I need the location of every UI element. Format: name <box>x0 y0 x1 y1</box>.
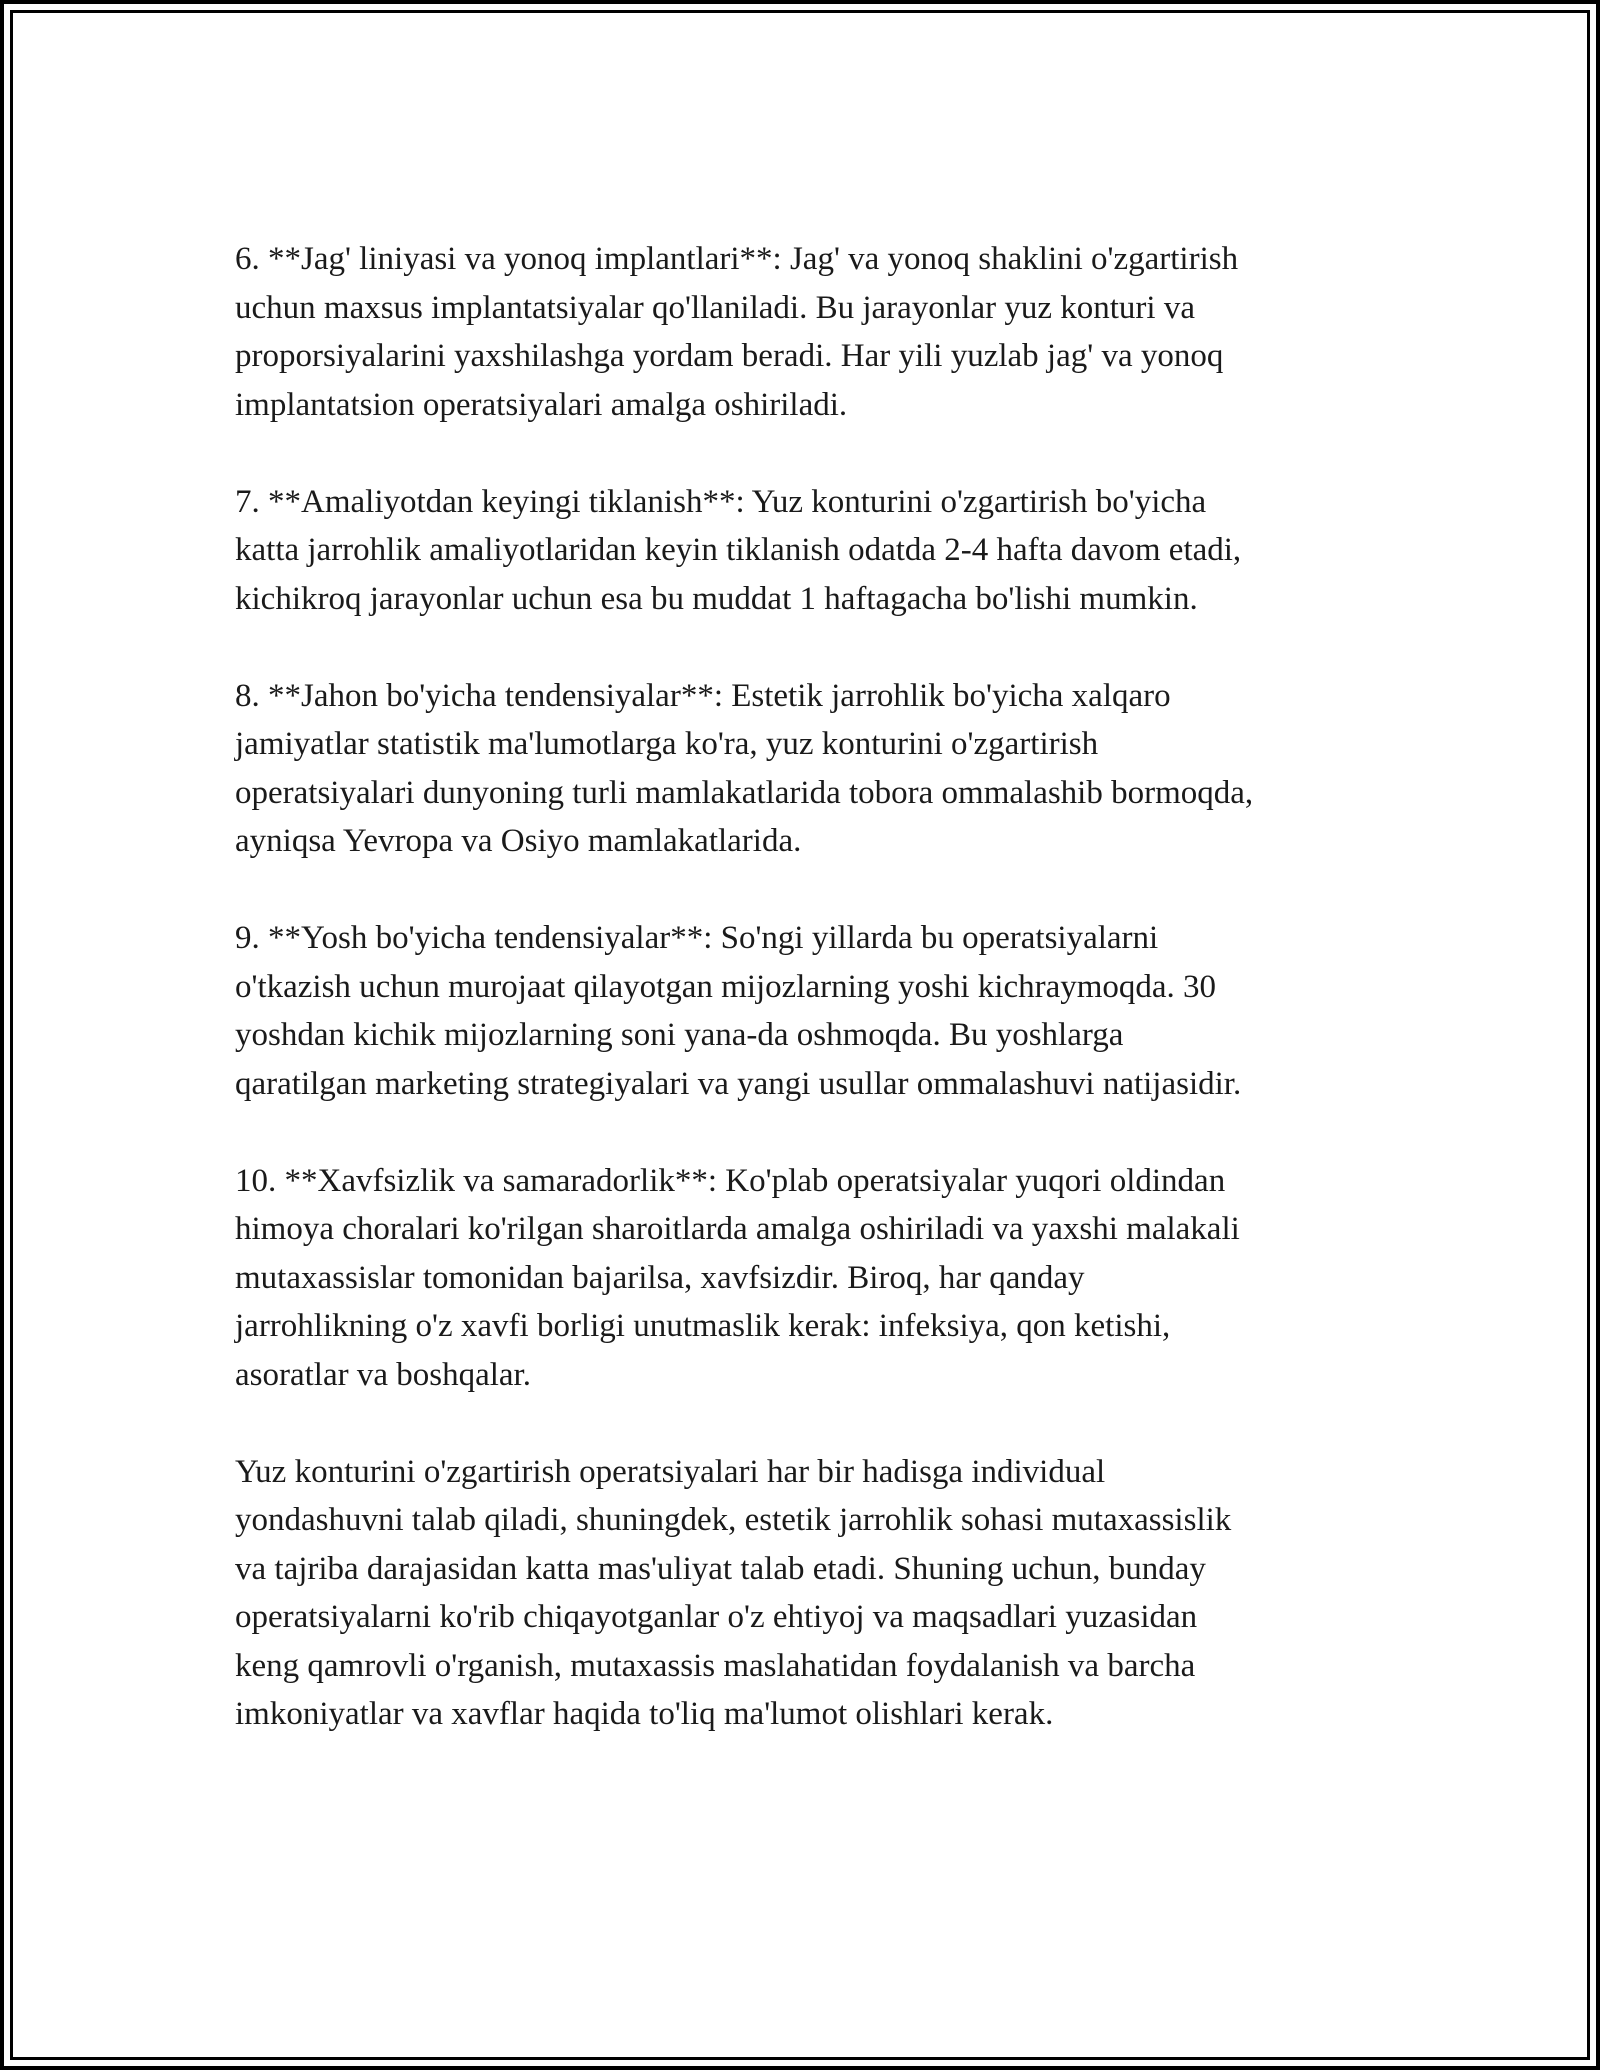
document-body <box>235 235 1375 1787</box>
paragraph-conclusion: Yuz konturini o'zgartirish operatsiyalari har bir hadisga individual yondashuvni talab qiladi, shuningdek, estetik jarrohlik sohasi mutaxassislik va tajriba darajasidan katta mas'uliyat talab etadi. Shuning uchun, bunday operatsiyalarni ko'rib chiqayotganlar o'z ehtiyoj va maqsadlari yuzasidan keng qamrovli o'rganish, mutaxassis maslahatidan foydalanish va barcha imkoniyatlar va xavflar haqida to'liq ma'lumot olishlari kerak. <box>235 1453 1232 1732</box>
paragraph-post-op-recovery: 7. **Amaliyotdan keyingi tiklanish**: Yuz konturini o'zgartirish bo'yicha katta jarrohlik amaliyotlaridan keyin tiklanish odatda 2-4 hafta davom etadi, kichikroq jarayonlar uchun esa bu muddat 1 haftagacha bo'lishi mumkin. <box>235 483 1242 617</box>
paragraph-age-trends: 9. **Yosh bo'yicha tendensiyalar**: So'ngi yillarda bu operatsiyalarni o'tkazish uchun murojaat qilayotgan mijozlarning yoshi kichraymoqda. 30 yoshdan kichik mijozlarning soni yana-da oshmoqda. Bu yoshlarga qaratilgan marketing strategiyalari va yangi usullar ommalashuvi natijasidir. <box>235 920 1242 1102</box>
paragraph-safety-effectiveness: 10. **Xavfsizlik va samaradorlik**: Ko'plab operatsiyalar yuqori oldindan himoya choralari ko'rilgan sharoitlarda amalga oshiriladi va yaxshi malakali mutaxassislar tomonidan bajarilsa, xavfsizdir. Biroq, har qanday jarrohlikning o'z xavfi borligi unutmaslik kerak: infeksiya, qon ketishi, asoratlar va boshqalar. <box>235 1162 1240 1393</box>
paragraph-jaw-cheek-implants: 6. **Jag' liniyasi va yonoq implantlari**: Jag' va yonoq shaklini o'zgartirish uchun maxsus implantatsiyalar qo'llaniladi. Bu jarayonlar yuz konturi va proporsiyalarini yaxshilashga yordam beradi. Har yili yuzlab jag' va yonoq implantatsion operatsiyalari amalga oshiriladi. <box>235 241 1239 423</box>
paragraph-world-trends: 8. **Jahon bo'yicha tendensiyalar**: Estetik jarrohlik bo'yicha xalqaro jamiyatlar statistik ma'lumotlarga ko'ra, yuz konturini o'zgartirish operatsiyalari dunyoning turli mamlakatlarida tobora ommalashib bormoqda, ayniqsa Yevropa va Osiyo mamlakatlarida. <box>235 677 1254 859</box>
